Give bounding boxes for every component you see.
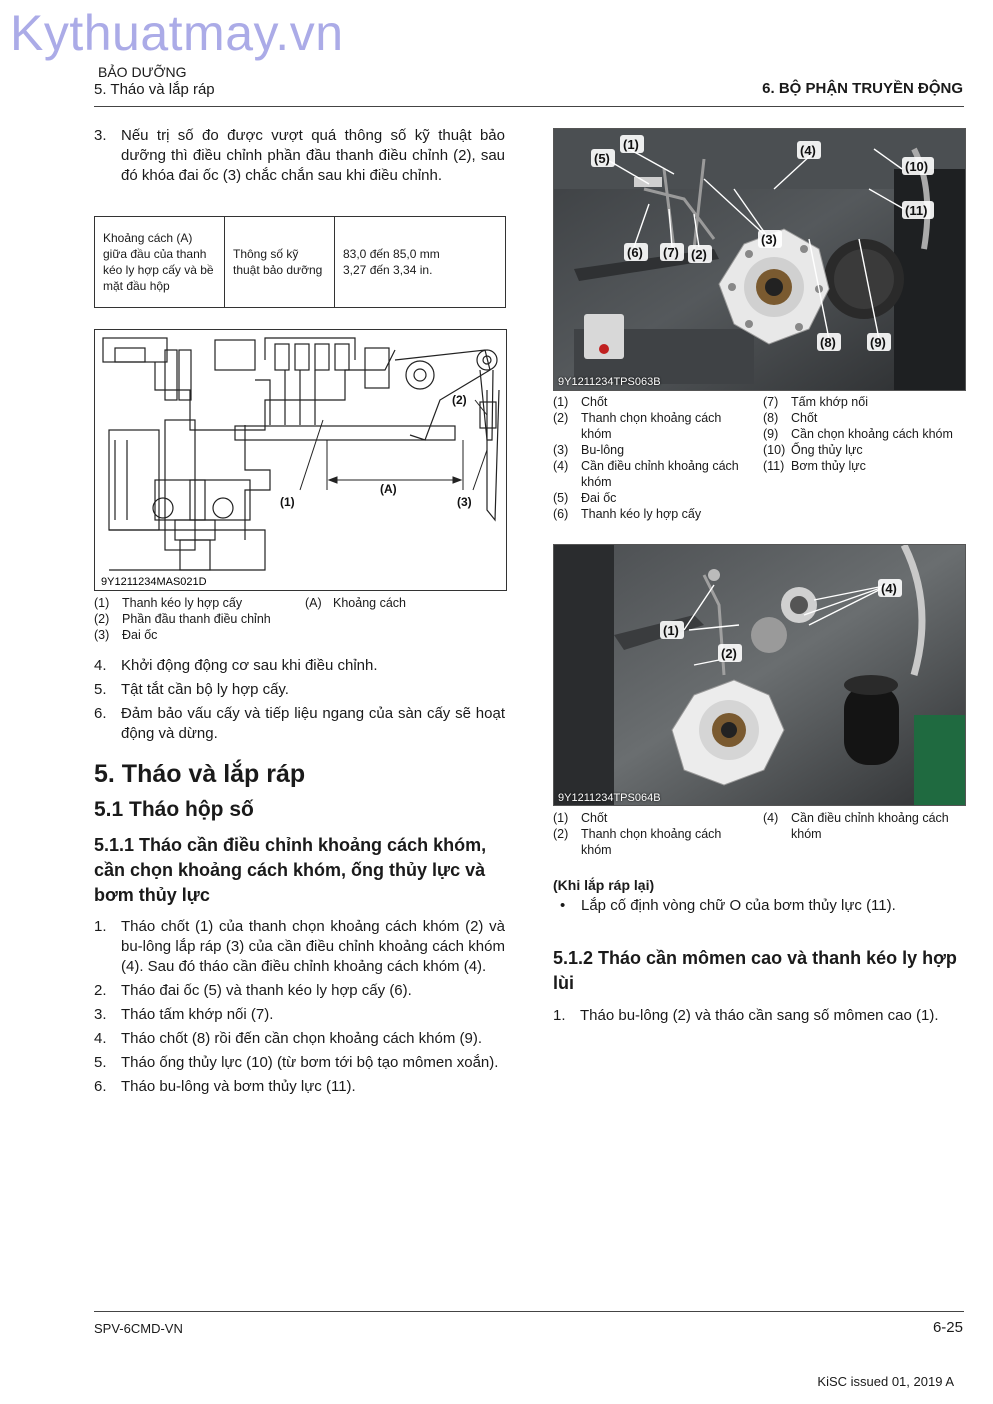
legend-item: (6) Thanh kéo ly hợp cấy (553, 507, 702, 521)
legend-item: (3) Đai ốc (94, 628, 158, 642)
legend-item: (9) Cần chọn khoảng cách khóm (763, 427, 953, 441)
legend-item: (1) Chốt (553, 811, 608, 825)
steps-removal (94, 917, 505, 1101)
list-item: 5. Tật tắt cần bộ ly hợp cấy. (94, 681, 289, 698)
spec-item: Khoảng cách (A) giữa đầu của thanh kéo ly hợp cấy và bề mặt đầu hộp (95, 217, 225, 308)
legend-item: (11) Bơm thủy lực (763, 459, 866, 473)
heading-section-5-1: 5.1 Tháo hộp số (94, 798, 254, 821)
photo-2 (553, 544, 966, 806)
photo-1-legend-left (553, 394, 753, 522)
reassembly-title: (Khi lắp ráp lại) (553, 877, 655, 893)
svg-text:(3): (3) (761, 232, 777, 247)
photo-1 (553, 128, 966, 391)
label-2: (2) (452, 393, 467, 407)
technical-diagram (94, 329, 507, 591)
legend-item: (5) Đai ốc (553, 491, 617, 505)
list-item: 2. Tháo đai ốc (5) và thanh kéo ly hợp cấy (6). (94, 982, 412, 999)
svg-text:(1): (1) (663, 623, 679, 638)
legend-item: (4) Cần điều chỉnh khoảng cách khóm (763, 811, 949, 841)
diagram-legend-right (305, 595, 505, 611)
photo-2-illustration (554, 545, 965, 805)
svg-text:(5): (5) (594, 151, 610, 166)
legend-item: (7) Tấm khớp nối (763, 395, 868, 409)
footer-page-number: 6-25 (932, 1319, 963, 1336)
svg-text:(2): (2) (691, 247, 707, 262)
step-number: 3. (94, 127, 107, 144)
steps-5-1-2 (553, 1006, 964, 1030)
spec-value-in: 3,27 đến 3,34 in. (343, 263, 433, 277)
label-a: (A) (380, 482, 397, 496)
list-item: 4. Tháo chốt (8) rồi đến cần chọn khoảng cách khóm (9). (94, 1030, 483, 1047)
diagram-code: 9Y1211234MAS021D (101, 576, 207, 588)
svg-text:(11): (11) (905, 203, 928, 218)
footer-rule (94, 1311, 964, 1312)
step-text: Nếu trị số đo được vượt quá thông số kỹ thuật bảo dưỡng thì điều chỉnh phần đầu thanh điều chỉnh (2), sau đó khóa đai ốc (3) chắc chắn sau khi điều chỉnh. (121, 127, 505, 184)
label-1: (1) (280, 495, 295, 509)
photo-2-legend-right (763, 810, 963, 842)
label-3: (3) (457, 495, 472, 509)
legend-item: (1) Thanh kéo ly hợp cấy (94, 596, 243, 610)
reassembly-bullet: • (560, 897, 566, 914)
legend-item: (1) Chốt (553, 395, 608, 409)
svg-text:(10): (10) (905, 159, 929, 174)
svg-text:(7): (7) (663, 245, 679, 260)
heading-section-5-1-2: 5.1.2 Tháo cần mômen cao và thanh kéo ly hợp lùi (553, 948, 957, 993)
list-item: 4. Khởi động động cơ sau khi điều chỉnh. (94, 657, 378, 674)
list-item: 1. Tháo bu-lông (2) và tháo cần sang số mômen cao (1). (553, 1007, 939, 1024)
list-item: 3. Tháo tấm khớp nối (7). (94, 1006, 274, 1023)
step-3 (94, 126, 505, 190)
svg-text:(1): (1) (623, 137, 639, 152)
heading-section-5-1-1: 5.1.1 Tháo cần điều chỉnh khoảng cách khóm, cần chọn khoảng cách khóm, ống thủy lực và bơm thủy lực (94, 835, 487, 905)
photo-1-code: 9Y1211234TPS063B (558, 376, 661, 388)
legend-item: (3) Bu-lông (553, 443, 625, 457)
svg-text:(2): (2) (721, 646, 737, 661)
legend-item: (2) Phần đầu thanh điều chỉnh (94, 612, 271, 626)
header-section: BẢO DƯỠNG (98, 64, 187, 80)
photo-1-legend-right (763, 394, 963, 474)
svg-text:(4): (4) (800, 143, 816, 158)
photo-2-legend-left (553, 810, 753, 858)
photo-2-code: 9Y1211234TPS064B (558, 792, 661, 804)
steps-after-adjust (94, 656, 505, 748)
header-rule (94, 106, 964, 107)
svg-text:(4): (4) (881, 581, 897, 596)
spec-value-mm: 83,0 đến 85,0 mm (343, 247, 440, 261)
footer-issued: KiSC issued 01, 2019 A (817, 1374, 954, 1389)
svg-text:(6): (6) (627, 245, 643, 260)
spec-label: Thông số kỹ thuật bảo dưỡng (225, 217, 335, 308)
list-item: 6. Đảm bảo vấu cấy và tiếp liệu ngang của sàn cấy sẽ hoạt động và dừng. (94, 705, 505, 742)
svg-text:(9): (9) (870, 335, 886, 350)
spec-table (94, 216, 506, 308)
legend-item: (8) Chốt (763, 411, 818, 425)
spec-value (335, 217, 506, 308)
list-item: 6. Tháo bu-lông và bơm thủy lực (11). (94, 1078, 356, 1095)
gearbox-line-drawing (95, 330, 506, 590)
legend-item: (A) Khoảng cách (305, 596, 406, 610)
diagram-legend-left (94, 595, 294, 643)
legend-item: (4) Cần điều chỉnh khoảng cách khóm (553, 459, 739, 489)
heading-section-5: 5. Tháo và lắp ráp (94, 760, 306, 788)
legend-item: (2) Thanh chọn khoảng cách khóm (553, 411, 722, 441)
reassembly-item: Lắp cố định vòng chữ O của bơm thủy lực (11). (581, 897, 896, 914)
footer-doc-code: SPV-6CMD-VN (94, 1321, 183, 1336)
legend-item: (10) Ống thủy lực (763, 443, 863, 457)
svg-text:(8): (8) (820, 335, 836, 350)
photo-1-illustration (554, 129, 965, 390)
header-chapter: 6. BỘ PHẬN TRUYỀN ĐỘNG (762, 80, 963, 97)
list-item: 5. Tháo ống thủy lực (10) (từ bơm tới bộ tạo mômen xoắn). (94, 1054, 499, 1071)
list-item: 1. Tháo chốt (1) của thanh chọn khoảng cách khóm (2) và bu-lông lắp ráp (3) của cần điều chỉnh khoảng cách khóm (4). Sau đó tháo cần điều chỉnh khoảng cách khóm (4). (94, 918, 505, 975)
watermark: Kythuatmay.vn (10, 5, 344, 61)
header-subsection: 5. Tháo và lắp ráp (94, 81, 215, 98)
legend-item: (2) Thanh chọn khoảng cách khóm (553, 827, 722, 857)
